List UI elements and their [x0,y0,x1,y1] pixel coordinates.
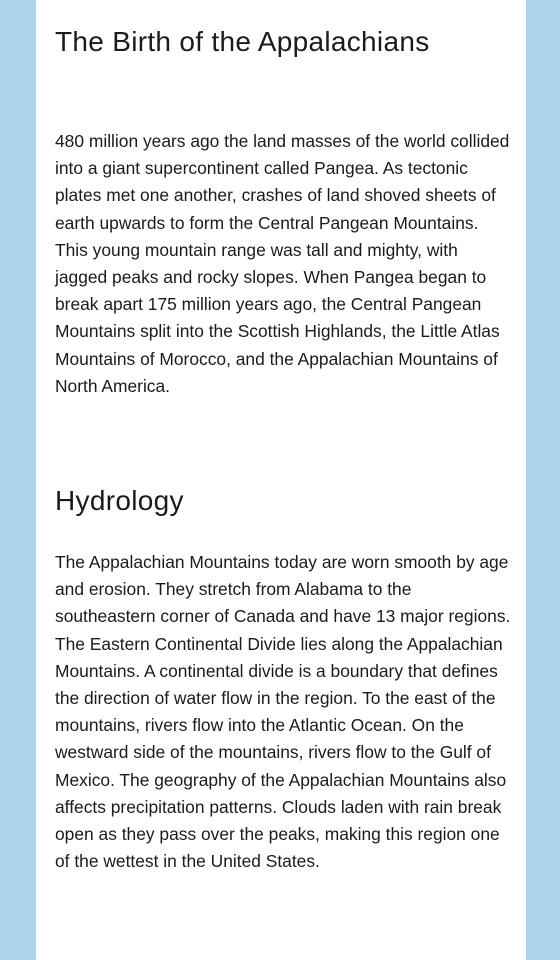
section-title-birth: The Birth of the Appalachians [55,26,430,57]
section-body-birth: 480 million years ago the land masses of the world collided into a giant supercontinent called Pangea. As tectonic plates met one another, crashes of land shoved sheets of earth upwards to form the Central Pangean Mountains. This young mountain range was tall and mighty, with jagged peaks and rocky slopes. When Pangea began to break apart 175 million years ago, the Central Pangean Mountains split into the Scottish Highlands, the Little Atlas Mountains of Morocco, and the Appalachian Mountains of North America. [55,131,510,396]
section-body-hydrology: The Appalachian Mountains today are worn smooth by age and erosion. They stretch from Alabama to the southeastern corner of Canada and have 13 major regions. The Eastern Continental Divide lies along the Appalachian Mountains. A continental divide is a boundary that defines the direction of water flow in the region. To the east of the mountains, rivers flow into the Atlantic Ocean. On the westward side of the mountains, rivers flow to the Gulf of Mexico. The geography of the Appalachian Mountains also affects precipitation patterns. Clouds laden with rain break open as they pass over the peaks, making this region one of the wettest in the United States. [55,552,511,872]
section-title-hydrology: Hydrology [55,485,184,516]
document-page [36,0,526,960]
